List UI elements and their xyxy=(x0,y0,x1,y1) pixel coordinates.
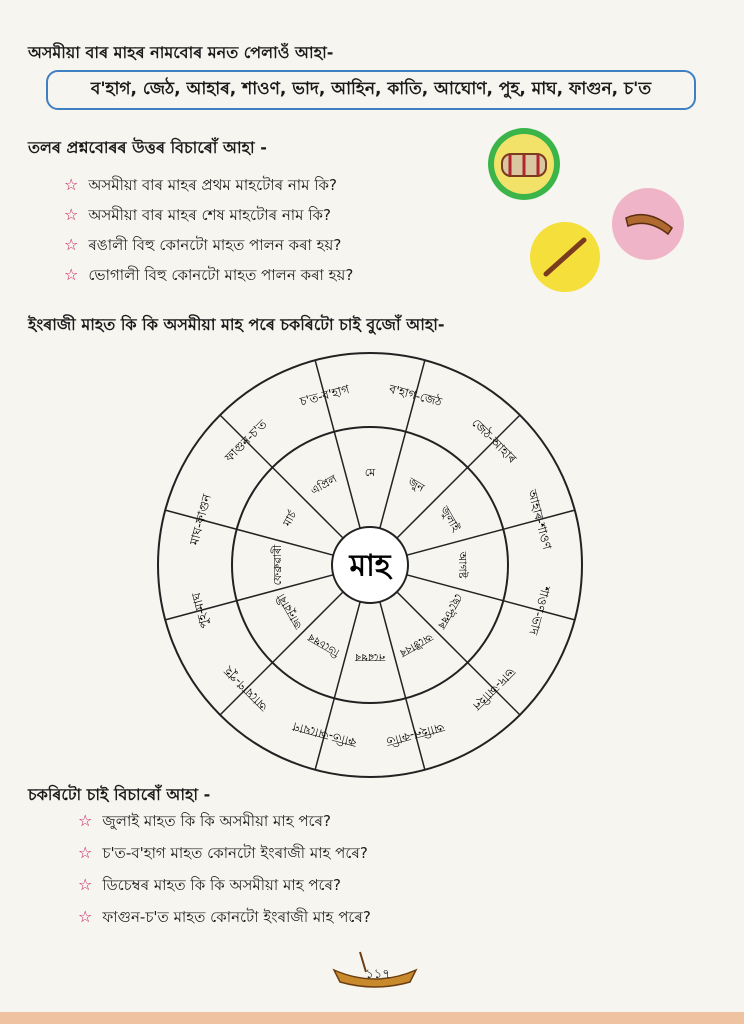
wheel-inner-label: ফেব্ৰুৱাৰী xyxy=(271,544,284,586)
wheel-inner-label: অক্টোবৰ xyxy=(397,630,436,660)
wheel-outer-label: ভাদ-আহিন xyxy=(470,665,519,714)
wheel-inner-label: জুলাই xyxy=(437,503,463,534)
list-item: ☆ ভোগালী বিহু কোনটো মাহত পালন কৰা হয়? xyxy=(64,265,354,284)
bottom-bar xyxy=(0,1012,744,1024)
wheel-heading: ইংৰাজী মাহত কি কি অসমীয়া মাহ পৰে চকৰিটো চাই বুজোঁ আহা- xyxy=(28,315,445,334)
flute-icon xyxy=(530,222,600,292)
star-icon: ☆ xyxy=(78,907,93,926)
wheel-outer-label: ফাগুন-চ'ত xyxy=(222,417,270,465)
star-icon: ☆ xyxy=(64,175,79,194)
list-item: ☆ অসমীয়া বাৰ মাহৰ শেষ মাহটোৰ নাম কি? xyxy=(64,205,331,224)
wheel-outer-label: কাতি-আঘোণ xyxy=(291,719,359,750)
question-heading-1: তলৰ প্ৰশ্নবোৰৰ উত্তৰ বিচাৰোঁ আহা - xyxy=(28,138,267,157)
question-list-2 xyxy=(78,805,371,933)
wheel-text xyxy=(187,381,555,750)
months-list-box xyxy=(46,70,696,110)
star-icon: ☆ xyxy=(64,235,79,254)
wheel-outer-label: পুহ-মাঘ xyxy=(189,591,212,630)
wheel-outer-label: ব'হাগ-জেঠ xyxy=(387,381,444,410)
wheel-inner-label: আগষ্ট xyxy=(456,551,469,579)
wheel-inner-label: মে xyxy=(364,466,376,479)
wheel-outer-label: আঘোণ-পুহ xyxy=(221,664,271,714)
wheel-outer-label: আহাৰ-শাওণ xyxy=(524,488,555,552)
wheel-inner-label: জানুৱাৰী xyxy=(274,591,306,632)
months-list: ব'হাগ, জেঠ, আহাৰ, শাওণ, ভাদ, আহিন, কাতি, আঘোণ, পুহ, মাঘ, ফাগুন, চ'ত xyxy=(90,79,652,99)
intro-heading: অসমীয়া বাৰ মাহৰ নামবোৰ মনত পেলাওঁ আহা- xyxy=(28,43,334,62)
wheel-outer-label: মাঘ-ফাগুন xyxy=(186,492,214,547)
wheel-outer-label: আহিন-কাতি xyxy=(384,720,446,749)
page-number: ১১৭ xyxy=(365,967,391,982)
list-item: ☆ চ'ত-ব'হাগ মাহত কোনটো ইংৰাজী মাহ পৰে? xyxy=(78,843,368,862)
wheel-outer-label: জেঠ-আহাৰ xyxy=(469,415,520,466)
star-icon: ☆ xyxy=(78,843,93,862)
wheel-inner-label: নৱেম্বৰ xyxy=(354,651,386,664)
star-icon: ☆ xyxy=(64,265,79,284)
list-item: ☆ জুলাই মাহত কি কি অসমীয়া মাহ পৰে? xyxy=(78,811,331,830)
wheel-inner-label: ছেপ্টেম্বৰ xyxy=(434,591,466,632)
boat-icon xyxy=(330,948,420,992)
wheel-outer-label: শাওণ-ভাদ xyxy=(526,584,553,637)
wheel-outer-label: চ'ত-ব'হাগ xyxy=(298,382,351,409)
list-item: ☆ ফাগুন-চ'ত মাহত কোনটো ইংৰাজী মাহ পৰে? xyxy=(78,907,371,926)
wheel-inner-label: মাৰ্চ xyxy=(280,508,300,529)
wheel-inner-label: ডিচেম্বৰ xyxy=(305,630,342,660)
star-icon: ☆ xyxy=(64,205,79,224)
pepa-horn-icon xyxy=(612,188,684,260)
star-icon: ☆ xyxy=(78,875,93,894)
wheel-inner-label: এপ্ৰিল xyxy=(308,472,340,498)
dhol-drum-icon xyxy=(488,128,560,200)
list-item: ☆ অসমীয়া বাৰ মাহৰ প্ৰথম মাহটোৰ নাম কি? xyxy=(64,175,337,194)
question-heading-2: চকৰিটো চাই বিচাৰোঁ আহা - xyxy=(28,785,211,804)
wheel-center-label: মাহ xyxy=(349,548,391,584)
wheel-inner-label: জুন xyxy=(405,475,427,495)
month-wheel xyxy=(150,345,590,785)
star-icon: ☆ xyxy=(78,811,93,830)
question-list-1 xyxy=(64,170,353,290)
list-item: ☆ ডিচেম্বৰ মাহত কি কি অসমীয়া মাহ পৰে? xyxy=(78,875,341,894)
list-item: ☆ ৰঙালী বিহু কোনটো মাহত পালন কৰা হয়? xyxy=(64,235,342,254)
